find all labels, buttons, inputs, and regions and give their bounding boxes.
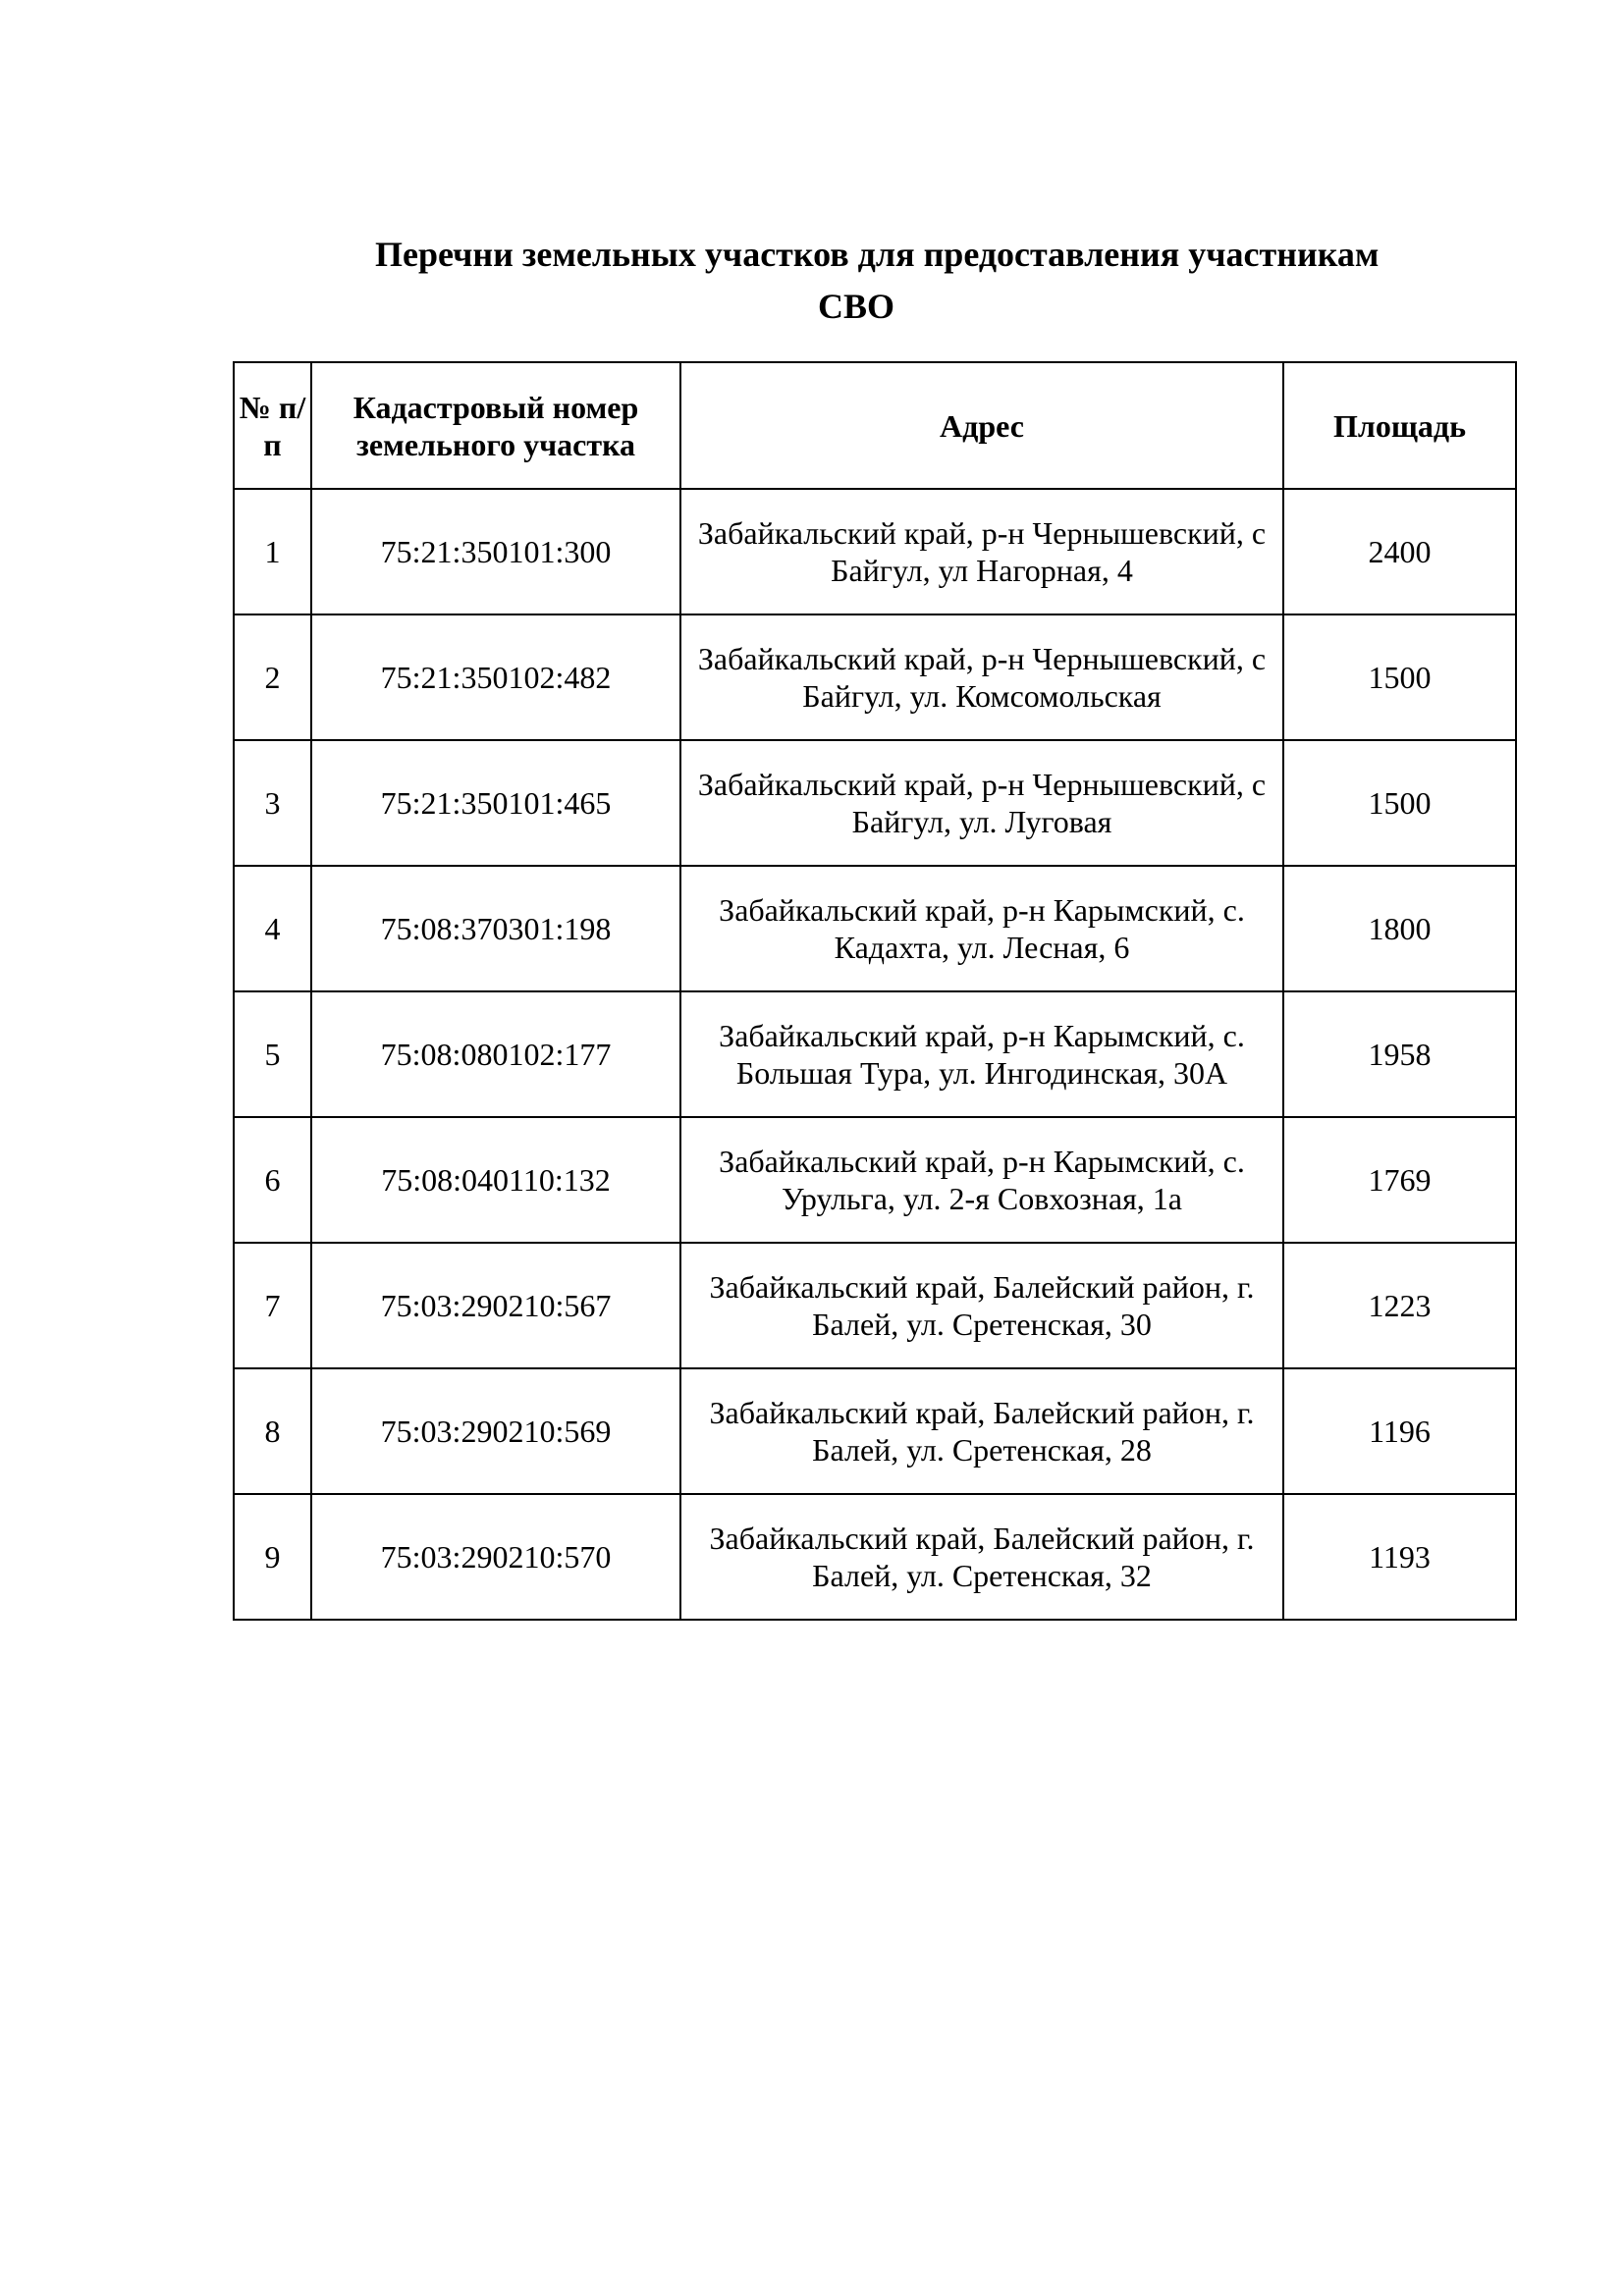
cell-cadastral-number: 75:03:290210:569 [311,1368,680,1494]
table-header-row [234,362,1516,489]
cell-area: 1500 [1283,614,1516,740]
document-title [353,229,1483,333]
cell-address: Забайкальский край, Балейский район, г. Балей, ул. Сретенская, 30 [680,1243,1283,1368]
table-row [234,1243,1516,1368]
cell-address: Забайкальский край, р-н Чернышевский, с Байгул, ул. Комсомольская [680,614,1283,740]
cell-cadastral-number: 75:21:350102:482 [311,614,680,740]
cell-area: 1223 [1283,1243,1516,1368]
header-cadastral-number: Кадастровый номер земельного участка [311,362,680,489]
cell-num: 1 [234,489,311,614]
cell-cadastral-number: 75:03:290210:570 [311,1494,680,1620]
land-plots-table [233,361,1517,1621]
table-row [234,1117,1516,1243]
cell-num: 7 [234,1243,311,1368]
table-row [234,866,1516,991]
table-row [234,614,1516,740]
cell-address: Забайкальский край, р-н Карымский, с. Урульга, ул. 2-я Совхозная, 1а [680,1117,1283,1243]
cell-num: 9 [234,1494,311,1620]
table-row [234,489,1516,614]
cell-address: Забайкальский край, р-н Чернышевский, с Байгул, ул. Луговая [680,740,1283,866]
document-title-line-2: СВО [818,287,895,326]
cell-address: Забайкальский край, Балейский район, г. Балей, ул. Сретенская, 32 [680,1494,1283,1620]
cell-area: 1958 [1283,991,1516,1117]
cell-address: Забайкальский край, Балейский район, г. Балей, ул. Сретенская, 28 [680,1368,1283,1494]
cell-area: 1800 [1283,866,1516,991]
cell-area: 1193 [1283,1494,1516,1620]
cell-cadastral-number: 75:08:080102:177 [311,991,680,1117]
cell-area: 2400 [1283,489,1516,614]
cell-address: Забайкальский край, р-н Чернышевский, с Байгул, ул Нагорная, 4 [680,489,1283,614]
table-row [234,1494,1516,1620]
cell-cadastral-number: 75:08:370301:198 [311,866,680,991]
table-row [234,740,1516,866]
cell-area: 1196 [1283,1368,1516,1494]
table-row [234,1368,1516,1494]
cell-num: 5 [234,991,311,1117]
cell-cadastral-number: 75:08:040110:132 [311,1117,680,1243]
header-address: Адрес [680,362,1283,489]
cell-address: Забайкальский край, р-н Карымский, с. Кадахта, ул. Лесная, 6 [680,866,1283,991]
header-num: № п/п [234,362,311,489]
cell-num: 3 [234,740,311,866]
document-title-line-1: Перечни земельных участков для предоставления участникам [375,235,1380,274]
cell-num: 2 [234,614,311,740]
cell-cadastral-number: 75:21:350101:465 [311,740,680,866]
cell-num: 8 [234,1368,311,1494]
cell-num: 4 [234,866,311,991]
cell-num: 6 [234,1117,311,1243]
cell-cadastral-number: 75:21:350101:300 [311,489,680,614]
cell-area: 1769 [1283,1117,1516,1243]
cell-address: Забайкальский край, р-н Карымский, с. Большая Тура, ул. Ингодинская, 30А [680,991,1283,1117]
cell-area: 1500 [1283,740,1516,866]
header-area: Площадь [1283,362,1516,489]
table-row [234,991,1516,1117]
cell-cadastral-number: 75:03:290210:567 [311,1243,680,1368]
